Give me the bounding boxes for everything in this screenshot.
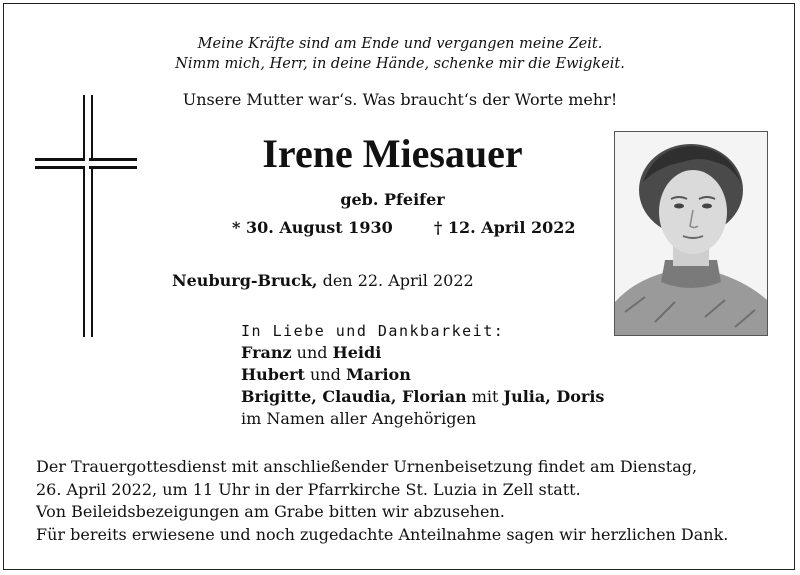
death-date: † 12. April 2022 [433,218,576,237]
family-heading: In Liebe und Dankbarkeit: [241,322,505,340]
motto-line-1: Meine Kräfte sind am Ende und vergangen meine Zeit. [197,36,603,52]
family-closing: im Namen aller Angehörigen [241,409,477,428]
family-row-2: Hubert und Marion [241,365,411,384]
notice-line-3: Von Beileidsbezeigungen am Grabe bitten wir abzusehen. [36,502,505,521]
portrait-image [615,132,767,335]
maiden-name: geb. Pfeifer [340,190,445,209]
motto-line-2: Nimm mich, Herr, in deine Hände, schenke mir die Ewigkeit. [175,56,625,72]
portrait-photo [614,131,768,336]
notice-line-4: Für bereits erwiesene und noch zugedachte Anteilnahme sagen wir herzlichen Dank. [36,524,729,544]
place-town: Neuburg-Bruck, [172,271,318,290]
place-date [172,271,474,290]
place-date-text: den 22. April 2022 [317,271,474,290]
notice-line-2: 26. April 2022, um 11 Uhr in der Pfarrkirche St. Luzia in Zell statt. [36,479,581,499]
life-dates [232,218,576,237]
family-row-1: Franz und Heidi [241,343,382,362]
funeral-notice [36,456,728,546]
family-signatures [241,320,604,430]
deceased-name: Irene Miesauer [262,131,523,176]
intro-line: Unsere Mutter war‘s. Was braucht‘s der Worte mehr! [182,90,618,109]
notice-line-1: Der Trauergottesdienst mit anschließender Urnenbeisetzung findet am Dienstag, [36,457,698,476]
family-row-3: Brigitte, Claudia, Florian mit Julia, Doris [241,387,605,406]
birth-date: * 30. August 1930 [232,218,393,237]
